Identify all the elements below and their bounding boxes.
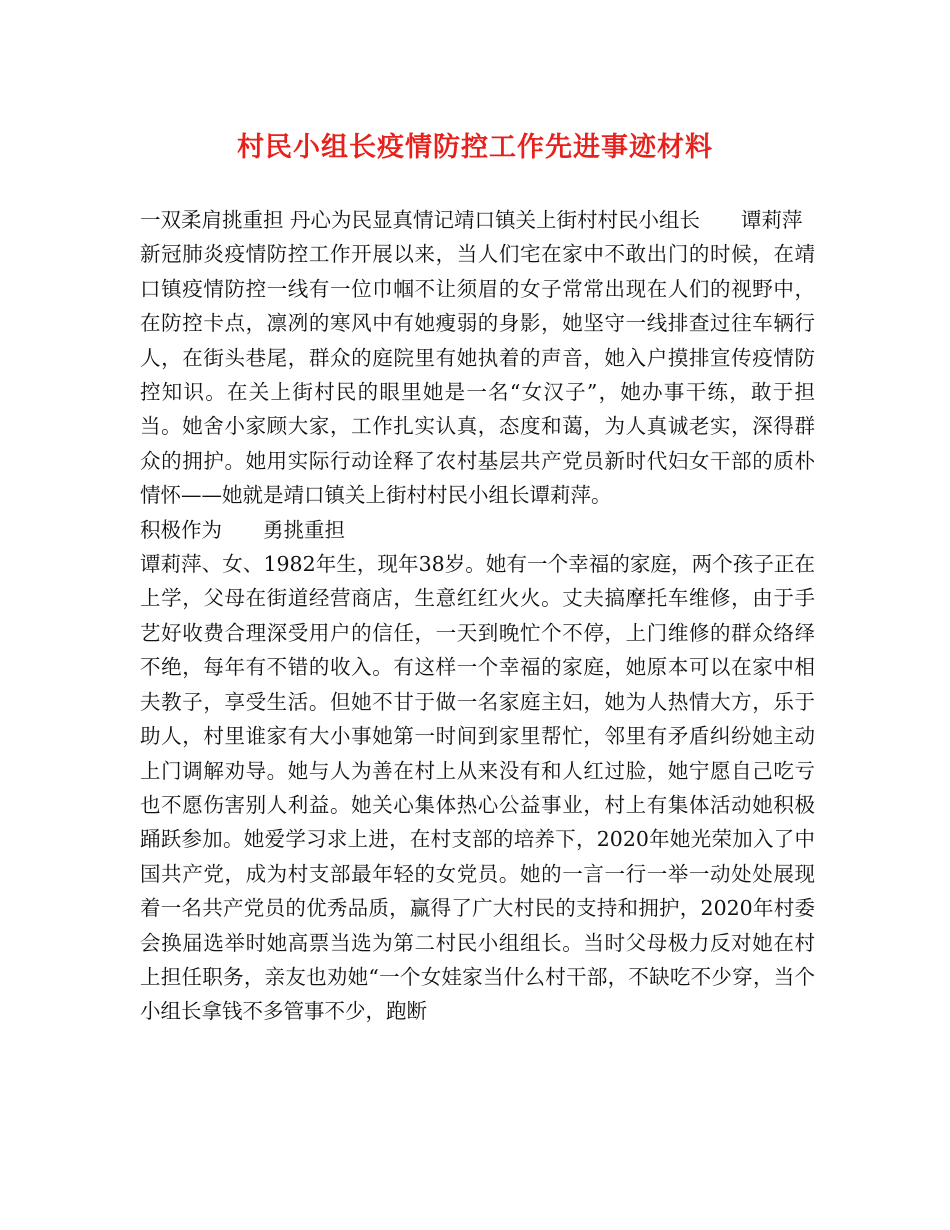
subtitle-line: 一双柔肩挑重担 丹心为民显真情记靖口镇关上街村村民小组长 谭莉萍 — [140, 208, 803, 232]
section-heading: 积极作为 勇挑重担 — [140, 517, 345, 542]
paragraph-biography: 谭莉萍、女、1982年生，现年38岁。她有一个幸福的家庭，两个孩子正在上学，父母在街道经营商店，生意红红火火。丈夫搞摩托车维修，由于手艺好收费合理深受用户的信任，一天到晚忙个不停，上门维修的群众络绎不绝，每年有不错的收入。有这样一个幸福的家庭，她原本可以在家中相夫教子，享受生活。但她不甘于做一名家庭主妇，她为人热情大方，乐于助人，村里谁家有大小事她第一时间到家里帮忙，邻里有矛盾纠纷她主动上门调解劝导。她与人为善在村上从来没有和人红过脸，她宁愿自己吃亏也不愿伤害别人利益。她关心集体热心公益事业，村上有集体活动她积极踊跃参加。她爱学习求上进，在村支部的培养下，2020年她光荣加入了中国共产党，成为村支部最年轻的女党员。她的一言一行一举一动处处展现着一名共产党员的优秀品质，赢得了广大村民的支持和拥护，2020年村委会换届选举时她高票当选为第二村民小组组长。当时父母极力反对她在村上担任职务，亲友也劝她“一个女娃家当什么村干部，不缺吃不少穿，当个小组长拿钱不多管事不少，跑断 — [140, 552, 815, 1024]
paragraph-intro: 新冠肺炎疫情防控工作开展以来，当人们宅在家中不敢出门的时候，在靖口镇疫情防控一线有一位巾帼不让须眉的女子常常出现在人们的视野中，在防控卡点，凛冽的寒风中有她瘦弱的身影，她坚守一线排查过往车辆行人，在街头巷尾，群众的庭院里有她执着的声音，她入户摸排宣传疫情防控知识。在关上街村民的眼里她是一名“女汉子”，她办事干练，敢于担当。她舍小家顾大家，工作扎实认真，态度和蔼，为人真诚老实，深得群众的拥护。她用实际行动诠释了农村基层共产党员新时代妇女干部的质朴情怀——她就是靖口镇关上街村村民小组长谭莉萍。 — [140, 242, 815, 508]
document-title: 村民小组长疫情防控工作先进事迹材料 — [237, 132, 713, 163]
document-body — [140, 203, 815, 1029]
